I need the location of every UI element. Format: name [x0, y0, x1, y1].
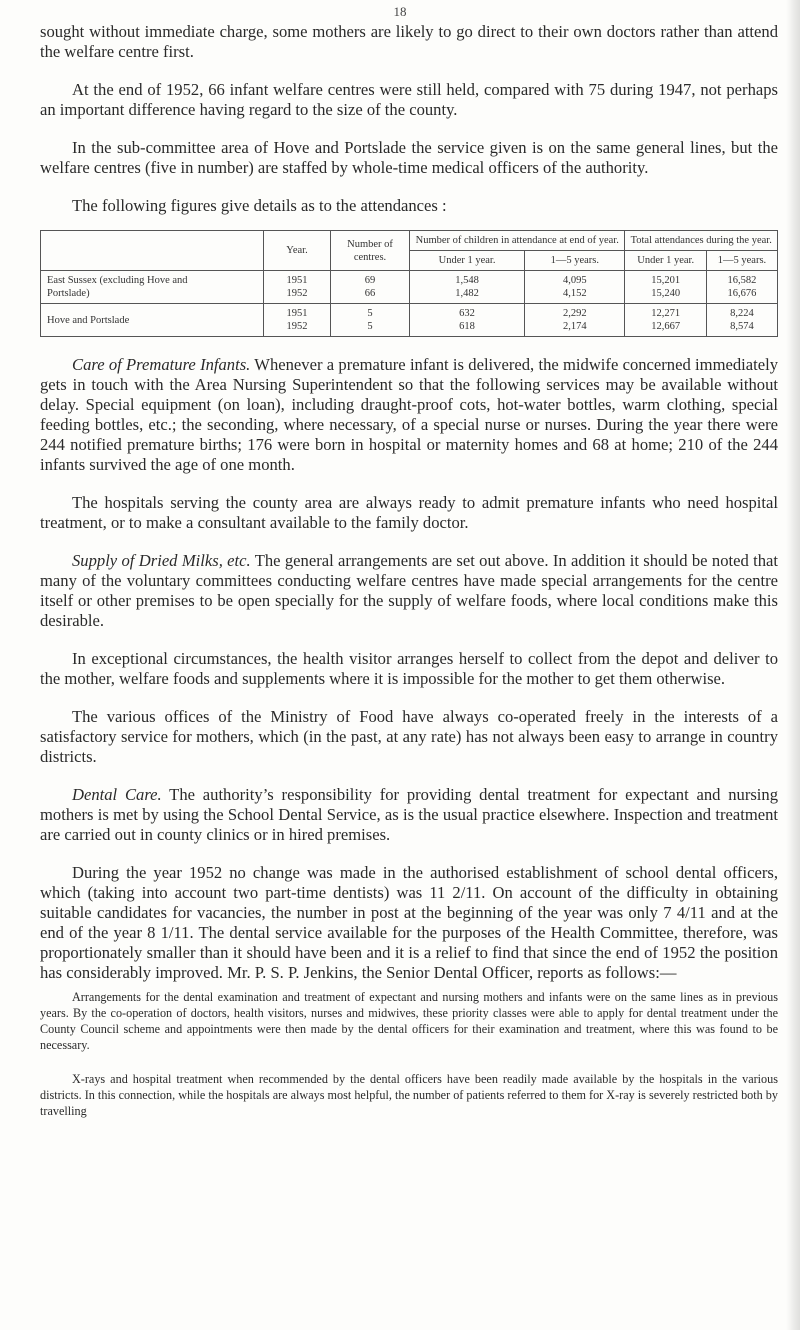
table-header-centres: Number of centres.: [331, 231, 410, 271]
table-row: [41, 304, 778, 337]
paragraph-intro-continuation: [40, 22, 778, 62]
area-label: Portslade): [47, 288, 90, 299]
centres-value: 5: [367, 308, 373, 319]
paragraph-exceptional: [40, 649, 778, 689]
year-value: 1951: [286, 308, 308, 319]
paragraph-text: In the sub-committee area of Hove and Portslade the service given is on the same general lines, but the welfare centres (five in number) are staffed by whole-time medical officers of the authority.: [40, 138, 778, 177]
table-row: [41, 271, 778, 304]
children-1to5-value: 2,292: [562, 308, 587, 319]
table-header-children: Number of children in attendance at end of year.: [410, 231, 625, 251]
paragraph-premature-infants: [40, 355, 778, 475]
paragraph-hove-portslade: [40, 138, 778, 178]
table-cell-children-under1: [410, 271, 525, 304]
area-label: Hove and Portslade: [47, 314, 130, 326]
children-under1-value: 618: [459, 321, 475, 332]
children-under1-value: 1,482: [455, 288, 479, 299]
table-cell-children-under1: [410, 304, 525, 337]
section-lead-heading: Supply of Dried Milks, etc.: [72, 551, 251, 570]
paragraph-dried-milks: [40, 551, 778, 631]
paragraph-text: In exceptional circumstances, the health visitor arranges herself to collect from the depot and deliver to the mother, welfare foods and supplements where it is impossible for the mother to get them otherwise.: [40, 649, 778, 688]
paragraph-hospitals: [40, 493, 778, 533]
paragraph-text: The general arrangements are set out above. In addition it should be noted that many of the voluntary committees conducting welfare centres have made special arrangements for the centre itself or other premises to be open specially for the supply of welfare foods, where local conditions make this desirable.: [40, 551, 778, 630]
total-1to5-value: 8,574: [730, 321, 754, 332]
table-cell-total-1to5: [706, 271, 777, 304]
table-cell-area: [41, 271, 264, 304]
table-header-total: Total attendances during the year.: [625, 231, 778, 251]
table-cell-children-1to5: [525, 304, 625, 337]
total-1to5-value: 16,582: [727, 275, 757, 286]
document-body: [40, 22, 778, 1137]
children-under1-value: 1,548: [455, 275, 479, 286]
children-1to5-value: 2,174: [562, 321, 587, 332]
table-cell-centres: [331, 304, 410, 337]
children-under1-value: 632: [459, 308, 475, 319]
year-value: 1951: [286, 275, 308, 286]
quoted-report-paragraph: X-rays and hospital treatment when recommended by the dental officers have been readily made available by the hospitals in the various districts. In this connection, while the hospitals are always most helpful, the number of patients referred to them for X-ray is severely restricted both by travelling: [40, 1072, 778, 1118]
page-number: 18: [393, 4, 407, 19]
paragraph-dental-care: [40, 785, 778, 845]
paragraph-text: The following figures give details as to the attendances :: [72, 196, 447, 215]
table-cell-centres: [331, 271, 410, 304]
year-value: 1952: [286, 321, 308, 332]
area-label: East Sussex (excluding Hove and: [47, 275, 188, 286]
paragraph-text: Whenever a premature infant is delivered, the midwife concerned immediately gets in touch with the Area Nursing Superintendent so that the following services may be available without delay. Special equipment (on loan), including draught-proof cots, hot-water bottles, warm clothing, special feeding bottles, etc.; the seconding, where necessary, of a special nurse or nurses. During the year there were 244 notified premature births; 176 were born in hospital or maternity homes and 68 at home; 210 of the 244 infants survived the age of one month.: [40, 355, 778, 474]
table-subheader-children-under1: Under 1 year.: [410, 251, 525, 271]
paragraph-text: During the year 1952 no change was made in the authorised establishment of school dental officers, which (taking into account two part-time dentists) was 11 2/11. On account of the difficulty in obtaining suitable candidates for vacancies, the number in post at the beginning of the year was only 7 4/11 and at the end of the year 8 1/11. The dental service available for the purposes of the Health Committee, therefore, was proportionately smaller than it should have been and it is a relief to find that since the end of 1952 the position has considerably improved. Mr. P. S. P. Jenkins, the Senior Dental Officer, reports as follows:—: [40, 863, 778, 982]
total-under1-value: 12,667: [651, 321, 681, 332]
centres-value: 69: [364, 275, 376, 286]
total-under1-value: 12,271: [651, 308, 681, 319]
table-cell-total-under1: [625, 271, 707, 304]
section-lead-heading: Care of Premature Infants.: [72, 355, 251, 374]
quoted-report-paragraph: Arrangements for the dental examination and treatment of expectant and nursing mothers and infants were on the same lines as in previous years. By the co-operation of doctors, health visitors, nurses and midwives, these priority classes were able to apply for dental treatment under the County Council scheme and appointments were then made by the dental officers for their examination and treatment, where this was found to be necessary.: [40, 990, 778, 1052]
total-1to5-value: 8,224: [730, 308, 754, 319]
paragraph-ministry-food: [40, 707, 778, 767]
table-cell-year: [264, 304, 331, 337]
children-1to5-value: 4,152: [562, 288, 587, 299]
table-subheader-children-1to5: 1—5 years.: [525, 251, 625, 271]
table-header-year: Year.: [264, 231, 331, 271]
total-under1-value: 15,201: [651, 275, 681, 286]
table-cell-total-1to5: [706, 304, 777, 337]
table-cell-children-1to5: [525, 271, 625, 304]
paragraph-text: sought without immediate charge, some mothers are likely to go direct to their own doctors rather than attend the welfare centre first.: [40, 22, 778, 61]
paragraph-dental-establishment: [40, 863, 778, 983]
attendance-table: [40, 230, 778, 337]
paragraph-welfare-centres: [40, 80, 778, 120]
table-subheader-total-under1: Under 1 year.: [625, 251, 707, 271]
table-cell-total-under1: [625, 304, 707, 337]
total-under1-value: 15,240: [651, 288, 681, 299]
table-cell-area: [41, 304, 264, 337]
table-header-row: [41, 231, 778, 251]
children-1to5-value: 4,095: [562, 275, 587, 286]
page-edge-shadow: [786, 0, 800, 1330]
table-header-area: [41, 231, 264, 271]
paragraph-text: At the end of 1952, 66 infant welfare centres were still held, compared with 75 during 1947, not perhaps an important difference having regard to the size of the county.: [40, 80, 778, 119]
centres-value: 5: [367, 321, 373, 332]
paragraph-text: The authority’s responsibility for providing dental treatment for expectant and nursing mothers is met by using the School Dental Service, as is the usual practice elsewhere. Inspection and treatment are carried out in county clinics or in hired premises.: [40, 785, 779, 844]
table-subheader-total-1to5: 1—5 years.: [706, 251, 777, 271]
table-cell-year: [264, 271, 331, 304]
total-1to5-value: 16,676: [727, 288, 757, 299]
centres-value: 66: [364, 288, 376, 299]
section-lead-heading: Dental Care.: [72, 785, 162, 804]
paragraph-text: The various offices of the Ministry of Food have always co-operated freely in the interests of a satisfactory service for mothers, which (in the past, at any rate) has not always been easy to arrange in country districts.: [40, 707, 778, 766]
paragraph-text: The hospitals serving the county area are always ready to admit premature infants who need hospital treatment, or to make a consultant available to the family doctor.: [40, 493, 778, 532]
year-value: 1952: [286, 288, 308, 299]
paragraph-table-intro: [40, 196, 778, 216]
